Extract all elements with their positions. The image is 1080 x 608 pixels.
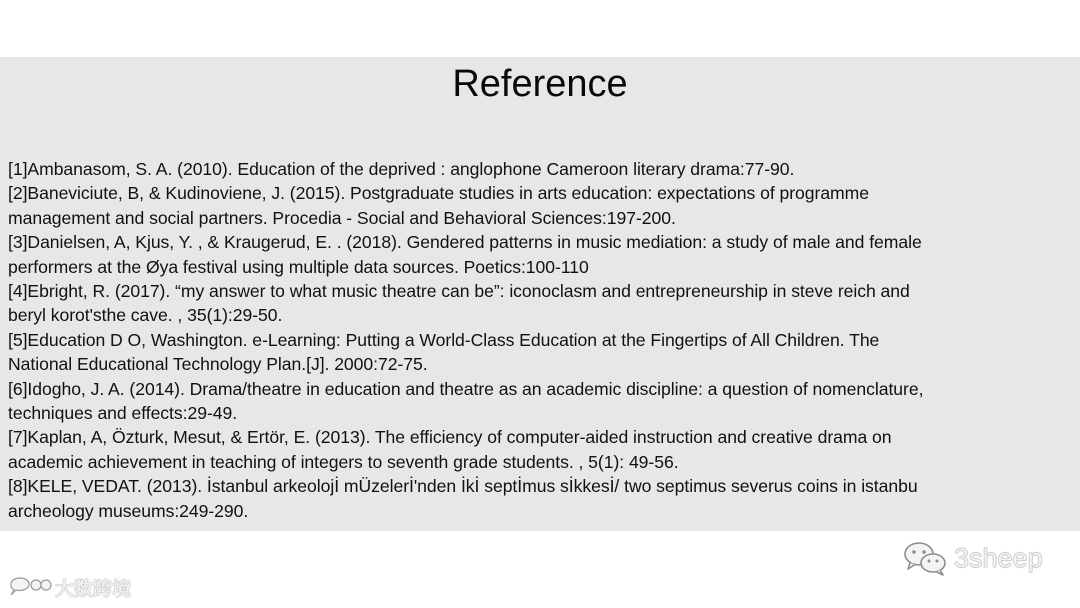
watermark-left-text: 大数跨境 — [55, 578, 132, 600]
speech-logo-icon — [8, 576, 52, 598]
wechat-icon — [902, 539, 948, 577]
reference-line: [1]Ambanasom, S. A. (2010). Education of the deprived : anglophone Cameroon literary drama:77-90. — [8, 159, 795, 179]
reference-line: management and social partners. Procedia - Social and Behavioral Sciences:197-200. — [8, 207, 676, 228]
reference-list — [8, 157, 1074, 523]
reference-line: [2]Baneviciute, B, & Kudinoviene, J. (2015). Postgraduate studies in arts education: expectations of programme — [8, 183, 870, 204]
reference-line: archeology museums:249-290. — [8, 500, 249, 521]
reference-line: performers at the Øya festival using multiple data sources. Poetics:100-110 — [8, 256, 589, 277]
reference-line: academic achievement in teaching of integers to seventh grade students. , 5(1): 49-56. — [8, 451, 679, 472]
slide-title: Reference — [452, 63, 628, 105]
reference-line: [8]KELE, VEDAT. (2013). İstanbul arkeolojİ mÜzelerİ'nden İkİ septİmus sİkkesİ/ two septimus severus coins in istanbu — [8, 476, 918, 497]
watermark-right-text: 3sheep — [954, 542, 1043, 573]
reference-line: [4]Ebright, R. (2017). “my answer to what music theatre can be”: iconoclasm and entrepreneurship in steve reich and — [8, 281, 910, 302]
reference-line: [7]Kaplan, A, Özturk, Mesut, & Ertör, E. (2013). The efficiency of computer-aided instruction and creative drama on — [8, 427, 892, 448]
reference-line: beryl korot'sthe cave. , 35(1):29-50. — [8, 305, 283, 326]
watermark-right — [902, 538, 1043, 578]
reference-line: National Educational Technology Plan.[J]. 2000:72-75. — [8, 354, 428, 375]
watermark-left — [8, 576, 131, 598]
reference-line: [6]Idogho, J. A. (2014). Drama/theatre in education and theatre as an academic discipline: a question of nomenclature, — [8, 378, 924, 399]
reference-line: [5]Education D O, Washington. e-Learning: Putting a World-Class Education at the Fingertips of All Children. The — [8, 329, 880, 350]
reference-line: [3]Danielsen, A, Kjus, Y. , & Kraugerud, E. . (2018). Gendered patterns in music mediation: a study of male and female — [8, 232, 922, 253]
reference-line: techniques and effects:29-49. — [8, 403, 238, 424]
